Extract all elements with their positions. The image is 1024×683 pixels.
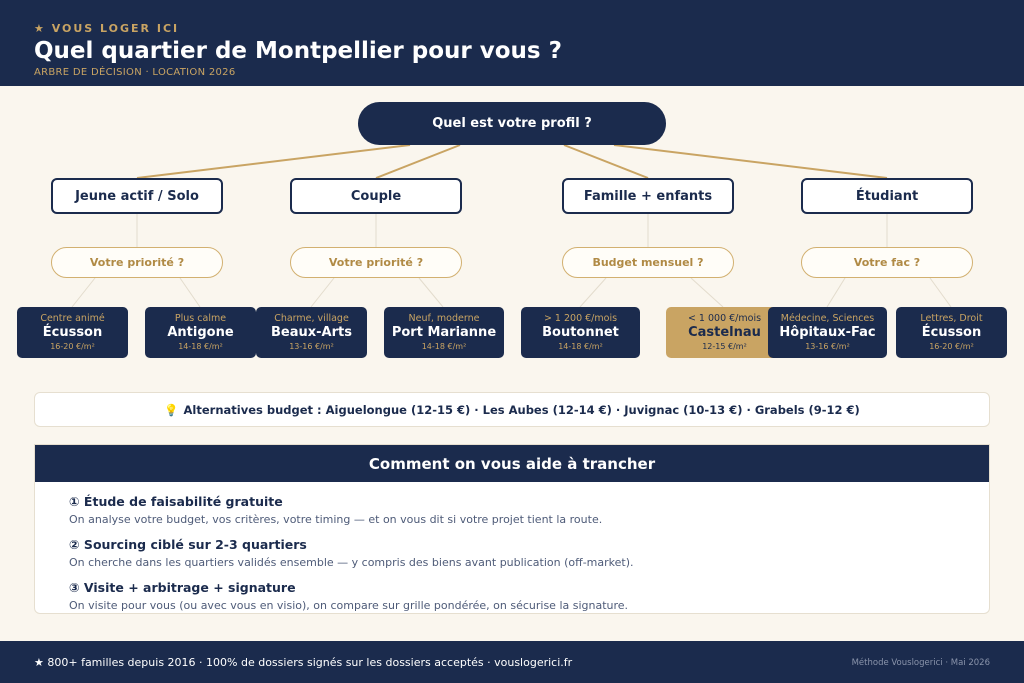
- lightbulb-icon: 💡: [164, 402, 179, 417]
- help-title: Comment on vous aide à trancher: [35, 445, 989, 482]
- connector-question-leaf-3: [311, 278, 334, 307]
- connector-root-profile-1: [137, 145, 410, 178]
- leaf-price: 14-18 €/m²: [178, 342, 223, 351]
- page-title: Quel quartier de Montpellier pour vous ?: [34, 38, 562, 64]
- leaf-price: 14-18 €/m²: [558, 342, 603, 351]
- leaf-name: Boutonnet: [542, 325, 619, 340]
- leaf-name: Beaux-Arts: [271, 325, 352, 340]
- help-panel: [34, 444, 990, 614]
- help-step-desc: On analyse votre budget, vos critères, votre timing — et on vous dit si votre projet tient la route.: [69, 513, 603, 526]
- alternatives-text: Alternatives budget : Aiguelongue (12-15 €) · Les Aubes (12-14 €) · Juvignac (10-13 €) · Grabels (9-12 €): [183, 402, 860, 417]
- leaf-caption: Lettres, Droit: [920, 313, 983, 324]
- leaf-name: Castelnau: [688, 325, 761, 340]
- connector-root-profile-2: [376, 145, 460, 178]
- question-jeune-actif: Votre priorité ?: [51, 247, 223, 278]
- leaf-ecusson-centre[interactable]: [17, 307, 128, 358]
- leaf-caption: Charme, village: [274, 313, 349, 324]
- footer: [0, 641, 1024, 683]
- leaf-name: Antigone: [167, 325, 234, 340]
- connector-question-leaf-1: [72, 278, 95, 307]
- leaf-caption: Centre animé: [40, 313, 105, 324]
- leaf-name: Port Marianne: [391, 325, 497, 340]
- leaf-caption: Neuf, moderne: [408, 313, 480, 324]
- help-step-title: ② Sourcing ciblé sur 2-3 quartiers: [69, 537, 307, 552]
- leaf-price: 16-20 €/m²: [50, 342, 95, 351]
- leaf-caption: Médecine, Sciences: [780, 313, 875, 324]
- leaf-price: 12-15 €/m²: [702, 342, 747, 351]
- profile-etudiant[interactable]: Étudiant: [801, 178, 973, 214]
- leaf-price: 14-18 €/m²: [421, 342, 467, 351]
- leaf-name: Écusson: [42, 325, 103, 340]
- leaf-price: 13-16 €/m²: [805, 342, 850, 351]
- leaf-boutonnet[interactable]: [521, 307, 640, 358]
- header-kicker: ★ VOUS LOGER ICI: [34, 22, 180, 35]
- help-step-desc: On cherche dans les quartiers validés ensemble — y compris des biens avant publication (off-market).: [69, 556, 634, 569]
- question-famille: Budget mensuel ?: [562, 247, 734, 278]
- connector-question-leaf-2: [180, 278, 200, 307]
- connector-question-leaf-7: [827, 278, 845, 307]
- root-question: Quel est votre profil ?: [358, 102, 666, 145]
- profile-jeune-actif[interactable]: Jeune actif / Solo: [51, 178, 223, 214]
- help-step-3: [69, 580, 628, 612]
- help-step-title: ③ Visite + arbitrage + signature: [69, 580, 296, 595]
- profile-couple[interactable]: Couple: [290, 178, 462, 214]
- leaf-caption: < 1 000 €/mois: [687, 313, 762, 324]
- question-etudiant: Votre fac ?: [801, 247, 973, 278]
- footer-tagline: ★ 800+ familles depuis 2016 · 100% de dossiers signés sur les dossiers acceptés · vouslogerici.fr: [34, 656, 573, 669]
- leaf-hopitaux-fac[interactable]: [768, 307, 887, 358]
- profile-famille[interactable]: Famille + enfants: [562, 178, 734, 214]
- leaf-name: Hôpitaux-Fac: [779, 325, 876, 340]
- leaf-price: 16-20 €/m²: [929, 342, 974, 351]
- page-subtitle: ARBRE DE DÉCISION · LOCATION 2026: [34, 67, 236, 78]
- leaf-castelnau[interactable]: [666, 307, 783, 358]
- leaf-caption: Plus calme: [174, 313, 227, 324]
- connector-question-leaf-8: [930, 278, 951, 307]
- header: [0, 0, 1024, 86]
- help-step-title: ① Étude de faisabilité gratuite: [69, 494, 283, 509]
- help-step-desc: On visite pour vous (ou avec vous en visio), on compare sur grille pondérée, on sécurise la signature.: [69, 599, 629, 612]
- leaf-price: 13-16 €/m²: [289, 342, 334, 351]
- leaf-antigone[interactable]: [145, 307, 256, 358]
- help-step-2: [69, 537, 634, 569]
- footer-credit: Méthode Vouslogerici · Mai 2026: [851, 658, 990, 668]
- leaf-port-marianne[interactable]: [384, 307, 504, 358]
- connector-question-leaf-4: [419, 278, 443, 307]
- connector-question-leaf-6: [691, 278, 723, 307]
- connector-question-leaf-5: [580, 278, 606, 307]
- question-couple: Votre priorité ?: [290, 247, 462, 278]
- connector-root-profile-4: [614, 145, 887, 178]
- leaf-name: Écusson: [921, 325, 982, 340]
- leaf-ecusson-lettres[interactable]: [896, 307, 1007, 358]
- help-step-1: [69, 494, 602, 526]
- connector-root-profile-3: [564, 145, 648, 178]
- leaf-beaux-arts[interactable]: [256, 307, 367, 358]
- leaf-caption: > 1 200 €/mois: [543, 313, 618, 324]
- alternatives-banner: [34, 392, 990, 427]
